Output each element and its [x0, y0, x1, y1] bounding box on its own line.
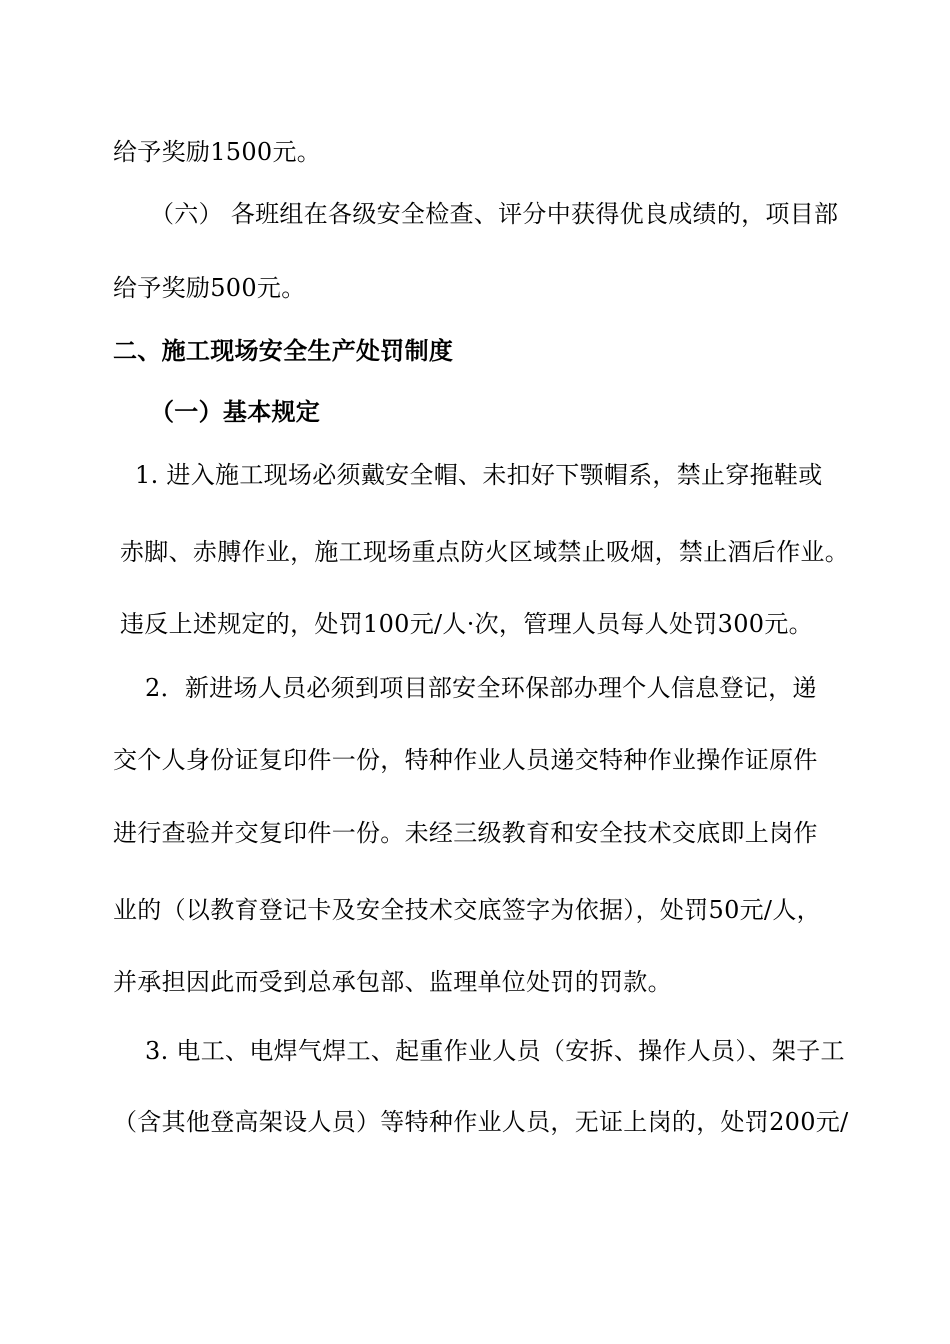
paragraph-line: （六） 各班组在各级安全检查、评分中获得优良成绩的，项目部: [150, 200, 839, 228]
paragraph-line: 进行查验并交复印件一份。未经三级教育和安全技术交底即上岗作: [113, 819, 818, 847]
paragraph-line: 给予奖励1500元。: [113, 138, 322, 166]
paragraph-line: 2．新进场人员必须到项目部安全环保部办理个人信息登记，递: [145, 674, 817, 702]
paragraph-line: 违反上述规定的，处罚100元/人·次，管理人员每人处罚300元。: [120, 610, 813, 638]
paragraph-line: （含其他登高架设人员）等特种作业人员，无证上岗的，处罚200元/: [113, 1108, 849, 1136]
subsection-heading: （一）基本规定: [150, 398, 321, 426]
paragraph-line: 1. 进入施工现场必须戴安全帽、未扣好下颚帽系，禁止穿拖鞋或: [135, 461, 823, 489]
section-heading: 二、施工现场安全生产处罚制度: [113, 337, 454, 365]
paragraph-line: 并承担因此而受到总承包部、监理单位处罚的罚款。: [113, 968, 672, 996]
paragraph-line: 赤脚、赤膊作业，施工现场重点防火区域禁止吸烟，禁止酒后作业。: [120, 538, 849, 566]
paragraph-line: 给予奖励500元。: [113, 274, 306, 302]
paragraph-line: 交个人身份证复印件一份，特种作业人员递交特种作业操作证原件: [113, 746, 818, 774]
paragraph-line: 业的（以教育登记卡及安全技术交底签字为依据），处罚50元/人，: [113, 896, 821, 924]
paragraph-line: 3. 电工、电焊气焊工、起重作业人员（安拆、操作人员）、架子工: [145, 1037, 845, 1065]
